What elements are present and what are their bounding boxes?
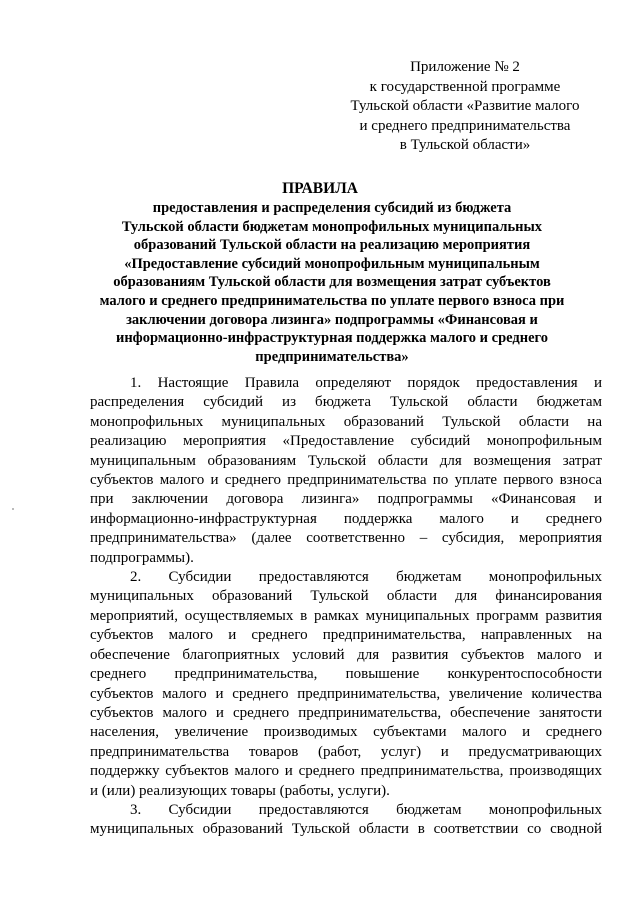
text-line: при заключении договора лизинга» подпрограммы «Финансовая и [90,491,602,508]
text-line: 3. Субсидии предоставляются бюджетам монопрофильных [130,801,602,818]
text-line: муниципальных образований Тульской области для финансирования [90,588,602,605]
appendix-line: Приложение № 2 [410,59,520,75]
appendix-line: и среднего предпринимательства [359,117,571,134]
subtitle-line: малого и среднего предпринимательства по уплате первого взноса при [99,292,565,309]
paragraph-1 [90,374,602,568]
document-title: ПРАВИЛА [282,180,358,197]
appendix-line: в Тульской области» [399,137,531,153]
text-line: предпринимательства товаров (работ, услуг) и предусматривающих [90,743,602,760]
subtitle-line: информационно-инфраструктурная поддержка малого и среднего [115,330,549,347]
text-line: субъектов малого и среднего предпринимательства, обеспечение занятости [90,704,602,721]
appendix-line: к государственной программе [369,78,561,95]
text-line: подпрограммы). [90,549,194,566]
paragraph-2 [90,568,602,801]
text-line: обеспечение благоприятных условий для развития субъектов малого и [90,646,602,663]
paragraph-3 [90,801,602,840]
appendix-header [340,58,590,156]
text-line: муниципальным образованиям Тульской области для возмещения затрат [90,452,602,469]
document-subtitle [82,199,582,366]
subtitle-line: предоставления и распределения субсидий из бюджета [152,200,512,216]
text-line: предпринимательства» (далее соответственно – субсидия, мероприятия [90,530,602,547]
text-line: реализацию мероприятия «Предоставление субсидий монопрофильным [90,433,602,450]
text-line: муниципальных образований Тульской области в соответствии со сводной [90,821,602,838]
text-line: поддержку субъектов малого и среднего предпринимательства, производящих [90,763,602,780]
text-line: субъектов малого и среднего предпринимательства, увеличение количества [90,685,602,702]
text-line: монопрофильных муниципальных образований Тульской области на [90,413,602,430]
text-line: субъектов малого и среднего предпринимательства по уплате первого взноса [90,472,602,489]
subtitle-line: «Предоставление субсидий монопрофильным муниципальным [124,255,540,272]
subtitle-line: заключении договора лизинга» подпрограммы «Финансовая и [126,311,538,328]
text-line: мероприятий, осуществляемых в рамках муниципальных программ развития [90,607,602,624]
subtitle-line: предпринимательства» [255,348,409,365]
text-line: распределения субсидий из бюджета Тульской области бюджетам [90,394,602,411]
text-line: субъектов малого и среднего предпринимательства, направленных на [90,627,602,644]
subtitle-line: образованиям Тульской области для возмещения затрат субъектов [113,274,551,291]
text-line: и (или) реализующих товары (работы, услуги). [90,782,390,799]
text-line: населения, увеличение производимых субъектами малого и среднего [90,724,602,741]
text-line: информационно-инфраструктурная поддержка малого и среднего [90,510,602,527]
subtitle-line: Тульской области бюджетам монопрофильных муниципальных [121,218,543,235]
scan-speck [12,508,14,510]
text-line: среднего предпринимательства, повышение конкурентоспособности [90,666,602,683]
text-line: 2. Субсидии предоставляются бюджетам монопрофильных [130,569,602,586]
text-line: 1. Настоящие Правила определяют порядок предоставления и [130,375,602,391]
subtitle-line: образований Тульской области на реализацию мероприятия [133,237,531,254]
document-body [90,374,602,840]
appendix-line: Тульской области «Развитие малого [350,98,580,114]
